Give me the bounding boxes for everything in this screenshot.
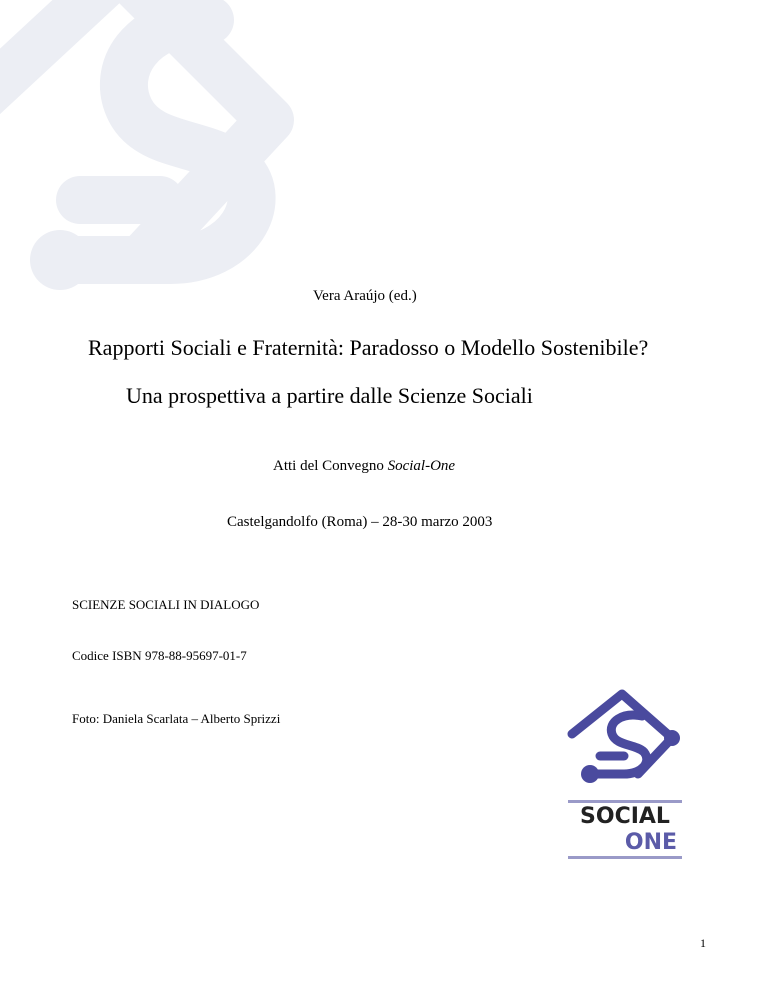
proceedings-prefix: Atti del Convegno (273, 458, 388, 474)
logo-divider-bottom (568, 856, 682, 859)
book-subtitle: Una prospettiva a partire dalle Scienze Sociali (126, 383, 533, 408)
proceedings-event: Social-One (387, 458, 456, 474)
proceedings-line (273, 458, 455, 475)
logo-divider-top (568, 800, 682, 803)
isbn-code: Codice ISBN 978-88-95697-01-7 (72, 648, 247, 663)
photo-credit: Foto: Daniela Scarlata – Alberto Sprizzi (72, 711, 281, 726)
social-one-logo (560, 686, 690, 866)
page-number: 1 (700, 936, 706, 950)
logo-text-social: SOCIAL (580, 804, 670, 829)
social-one-watermark (0, 0, 360, 340)
logo-text-one: ONE (624, 830, 678, 855)
series-name: SCIENZE SOCIALI IN DIALOGO (72, 597, 260, 612)
book-title: Rapporti Sociali e Fraternità: Paradosso o Modello Sostenibile? (88, 335, 649, 360)
venue-date: Castelgandolfo (Roma) – 28-30 marzo 2003 (227, 514, 493, 530)
social-one-logo-icon (560, 686, 690, 798)
author-line: Vera Araújo (ed.) (313, 288, 417, 304)
